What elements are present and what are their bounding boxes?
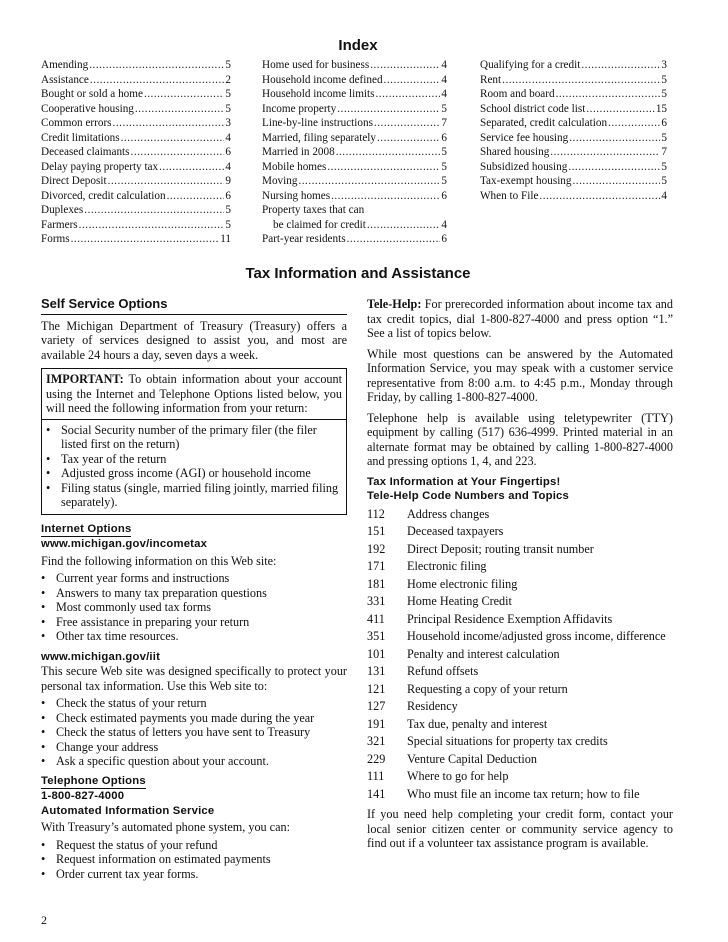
index-entry-page: 4 <box>225 160 231 173</box>
index-leader-dots <box>121 131 225 146</box>
list-item: • Request the status of your refund <box>41 838 347 853</box>
code-topic: Home electronic filing <box>407 576 518 591</box>
list-item: • Order current tax year forms. <box>41 867 347 882</box>
index-entry <box>262 145 447 160</box>
code-topic: Principal Residence Exemption Affidavits <box>407 611 613 626</box>
index-column-2 <box>262 58 447 247</box>
index-entry-page: 5 <box>661 175 667 187</box>
index-entry <box>41 131 231 146</box>
code-number: 151 <box>367 524 386 538</box>
code-number: 191 <box>367 716 386 731</box>
index-leader-dots <box>374 116 440 131</box>
internet-url-link[interactable]: www.michigan.gov/incometax <box>41 538 208 550</box>
index-entry <box>480 116 667 131</box>
index-entry-label: Nursing homes <box>262 189 331 202</box>
index-entry-page: 5 <box>441 146 447 158</box>
index-entry-label: Household income limits <box>262 88 375 100</box>
index-entry <box>480 174 667 189</box>
list-item: • Check the status of your return <box>41 696 347 711</box>
code-topic: Residency <box>407 699 458 713</box>
code-topic: Refund offsets <box>407 664 479 678</box>
index-entry <box>262 203 447 218</box>
index-entry-label: Subsidized housing <box>480 160 568 173</box>
index-entry-page: 5 <box>225 102 231 115</box>
index-entry-label: Income property <box>262 102 337 115</box>
index-leader-dots <box>131 145 225 160</box>
index-entry-label: Line-by-line instructions <box>262 117 373 129</box>
index-entry-label: Amending <box>41 59 89 71</box>
index-entry <box>480 131 667 146</box>
index-entry <box>262 58 447 73</box>
iit-url-link[interactable]: www.michigan.gov/iit <box>41 650 161 663</box>
index-entry-page: 4 <box>441 59 447 71</box>
automated-service-heading: Automated Information Service <box>41 804 215 817</box>
index-leader-dots <box>89 58 224 73</box>
index-entry-label: School district code list <box>480 102 586 115</box>
code-topic: Who must file an income tax return; how to file <box>407 786 640 801</box>
index-entry-page: 2 <box>225 73 231 86</box>
index-entry <box>41 145 231 160</box>
index-leader-dots <box>573 174 661 189</box>
index-leader-dots <box>581 58 660 73</box>
index-leader-dots <box>384 73 441 88</box>
code-topic: Where to go for help <box>407 769 509 783</box>
index-entry-label: Assistance <box>41 73 89 86</box>
index-entry-label: Cooperative housing <box>41 102 134 115</box>
index-leader-dots <box>108 174 225 189</box>
index-entry-label: Direct Deposit <box>41 175 107 187</box>
index-entry-label: Room and board <box>480 88 555 100</box>
list-item: • Filing status (single, married filing jointly, married filing separately). <box>46 481 342 510</box>
index-entry-page: 6 <box>225 146 231 158</box>
code-topic: Address changes <box>407 506 490 521</box>
index-leader-dots <box>550 145 660 160</box>
index-entry-page: 5 <box>441 160 447 173</box>
index-leader-dots <box>376 87 441 102</box>
code-number: 351 <box>367 629 386 643</box>
code-number: 181 <box>367 576 386 591</box>
index-entry-label: Rent <box>480 73 502 86</box>
index-leader-dots <box>167 189 225 204</box>
index-entry <box>41 189 231 204</box>
index-entry-label: Bought or sold a home <box>41 88 143 100</box>
index-leader-dots <box>298 174 440 189</box>
index-entry-page: 5 <box>661 73 667 86</box>
index-entry-label: Divorced, credit calculation <box>41 189 166 202</box>
code-number: 411 <box>367 611 385 626</box>
index-entry-label: Married, filing separately <box>262 131 377 144</box>
automated-intro: With Treasury’s automated phone system, you can: <box>41 820 290 834</box>
index-entry <box>41 203 231 218</box>
index-entry <box>480 102 667 117</box>
index-entry-page: 11 <box>220 233 231 245</box>
index-leader-dots <box>327 160 440 175</box>
index-entry-page: 6 <box>441 233 447 245</box>
index-column-1 <box>41 58 231 247</box>
list-item: • Check the status of letters you have sent to Treasury <box>41 725 347 740</box>
index-leader-dots <box>71 232 220 247</box>
code-topic: Tax due, penalty and interest <box>407 716 548 731</box>
list-item: • Request information on estimated payments <box>41 852 347 867</box>
list-item: • Free assistance in preparing your return <box>41 615 347 630</box>
index-entry-label: Moving <box>262 175 298 187</box>
index-entry-label: Separated, credit calculation <box>480 117 608 129</box>
index-entry-label: Common errors <box>41 117 112 129</box>
code-number: 111 <box>367 769 385 783</box>
list-item: • Ask a specific question about your account. <box>41 754 347 769</box>
index-leader-dots <box>135 102 225 117</box>
index-entry <box>480 189 667 204</box>
list-item: • Answers to many tax preparation questions <box>41 586 347 601</box>
index-entry <box>262 87 447 102</box>
list-item: • Social Security number of the primary filer (the filer listed first on the return) <box>46 423 342 452</box>
index-entry <box>262 232 447 247</box>
index-entry-label: Part-year residents <box>262 233 346 245</box>
telehelp-paragraph <box>367 297 673 341</box>
code-number: 121 <box>367 681 386 696</box>
list-item: • Tax year of the return <box>46 452 342 467</box>
telephone-number: 1-800-827-4000 <box>41 790 125 802</box>
index-leader-dots <box>347 232 441 247</box>
index-entry-label: Deceased claimants <box>41 146 130 158</box>
code-topic: Household income/adjusted gross income, difference <box>407 629 666 643</box>
index-entry-page: 7 <box>661 146 667 158</box>
index-entry <box>262 160 447 175</box>
self-service-heading: Self Service Options <box>41 297 347 315</box>
index-entry-label: Forms <box>41 233 70 245</box>
list-item: • Most commonly used tax forms <box>41 600 347 615</box>
index-entry-label: Duplexes <box>41 204 84 216</box>
list-item: • Change your address <box>41 740 347 755</box>
index-leader-dots <box>569 131 660 146</box>
index-entry-page: 3 <box>225 117 231 129</box>
self-service-intro: The Michigan Department of Treasury (Treasury) offers a variety of services designed to assist you, and most are available 24 hours a day, seven days a week. <box>41 318 347 362</box>
index-entry-page: 4 <box>441 73 447 86</box>
index-entry-label: Shared housing <box>480 146 550 158</box>
index-entry-page: 7 <box>441 117 447 129</box>
telephone-options-heading: Telephone Options <box>41 774 146 790</box>
important-list <box>46 423 342 510</box>
code-topic: Home Heating Credit <box>407 594 512 608</box>
index-leader-dots <box>79 218 225 233</box>
index-leader-dots <box>568 160 660 175</box>
codes-heading: Tele-Help Code Numbers and Topics <box>367 490 570 502</box>
index-entry-label: Tax-exempt housing <box>480 175 572 187</box>
list-item: • Current year forms and instructions <box>41 571 347 586</box>
index-entry <box>41 116 231 131</box>
code-number: 171 <box>367 559 386 573</box>
index-entry <box>41 87 231 102</box>
index-leader-dots <box>608 116 660 131</box>
code-number: 127 <box>367 699 386 713</box>
index-entry-page: 5 <box>661 160 667 173</box>
internet-options-heading: Internet Options <box>41 522 131 538</box>
index-leader-dots <box>331 189 440 204</box>
code-topic: Requesting a copy of your return <box>407 681 568 696</box>
index-entry <box>41 160 231 175</box>
index-entry-label: Property taxes that can <box>262 204 365 216</box>
code-number: 101 <box>367 646 386 661</box>
index-leader-dots <box>84 203 224 218</box>
index-entry <box>262 116 447 131</box>
index-leader-dots <box>336 145 441 160</box>
index-entry <box>480 73 667 88</box>
index-entry-page: 4 <box>661 189 667 202</box>
index-entry-page: 9 <box>225 175 231 187</box>
index-entry <box>262 102 447 117</box>
index-leader-dots <box>144 87 224 102</box>
important-paragraph <box>46 372 342 416</box>
index-entry-page: 5 <box>225 59 231 71</box>
important-text: To obtain information about your account using the Internet and Telephone Options listed below, you will need the following information from your return: <box>46 372 342 415</box>
index-entry <box>262 174 447 189</box>
code-topic: Penalty and interest calculation <box>407 646 560 661</box>
index-leader-dots <box>556 87 661 102</box>
index-entry-page: 6 <box>661 117 667 129</box>
index-entry <box>262 218 447 233</box>
automated-list <box>41 838 347 882</box>
index-entry <box>41 102 231 117</box>
code-number: 331 <box>367 594 386 608</box>
index-leader-dots <box>90 73 225 88</box>
code-topic: Direct Deposit; routing transit number <box>407 541 594 556</box>
code-topic: Electronic filing <box>407 559 487 573</box>
index-entry <box>41 58 231 73</box>
index-entry-page: 5 <box>225 88 231 100</box>
index-leader-dots <box>113 116 225 131</box>
index-entry-label: be claimed for credit <box>273 218 366 231</box>
index-entry-page: 6 <box>225 189 231 202</box>
index-entry-label: Qualifying for a credit <box>480 59 581 71</box>
list-item: • Other tax time resources. <box>41 629 347 644</box>
index-column-3 <box>480 58 667 203</box>
list-item: • Adjusted gross income (AGI) or household income <box>46 466 342 481</box>
index-entry-page: 3 <box>661 59 667 71</box>
index-entry-page: 6 <box>441 189 447 202</box>
index-entry <box>480 145 667 160</box>
important-label: IMPORTANT: <box>46 372 124 386</box>
index-leader-dots <box>367 218 441 233</box>
index-entry-page: 5 <box>225 204 231 216</box>
index-entry-page: 5 <box>225 218 231 231</box>
index-entry <box>41 232 231 247</box>
right-column <box>367 297 673 851</box>
important-box <box>41 368 347 515</box>
code-number: 112 <box>367 506 385 521</box>
index-entry <box>41 174 231 189</box>
important-divider <box>42 419 346 420</box>
index-title: Index <box>338 37 378 54</box>
index-leader-dots <box>377 131 440 146</box>
list-item: • Check estimated payments you made during the year <box>41 711 347 726</box>
index-entry-label: Home used for business <box>262 59 370 71</box>
index-leader-dots <box>586 102 654 117</box>
code-number: 131 <box>367 664 386 678</box>
index-entry-page: 5 <box>661 131 667 144</box>
iit-intro: This secure Web site was designed specifically to protect your personal tax information. Use this Web site to: <box>41 664 347 693</box>
internet-list <box>41 571 347 644</box>
index-leader-dots <box>370 58 440 73</box>
index-leader-dots <box>502 73 660 88</box>
index-entry-label: Farmers <box>41 218 78 231</box>
index-entry <box>480 58 667 73</box>
index-entry <box>262 189 447 204</box>
index-entry-page: 5 <box>441 175 447 187</box>
automated-paragraph: While most questions can be answered by the Automated Information Service, you may speak with a customer service representative from 8:00 a.m. to 4:45 p.m., Monday through Friday, by calling 1-800-827-4000. <box>367 346 673 404</box>
index-entry <box>41 218 231 233</box>
index-entry <box>262 73 447 88</box>
code-topic: Venture Capital Deduction <box>407 751 537 766</box>
code-number: 192 <box>367 541 386 556</box>
index-entry-label: Mobile homes <box>262 160 327 173</box>
telehelp-label: Tele-Help: <box>367 297 422 311</box>
index-entry-label: Delay paying property tax <box>41 160 159 173</box>
section-title: Tax Information and Assistance <box>245 265 471 282</box>
code-topic: Deceased taxpayers <box>407 524 504 538</box>
code-number: 229 <box>367 751 386 766</box>
index-entry-page: 15 <box>655 102 667 115</box>
index-entry-label: Service fee housing <box>480 131 569 144</box>
index-leader-dots <box>337 102 440 117</box>
index-entry-page: 4 <box>225 131 231 144</box>
left-column <box>41 297 347 881</box>
index-entry-page: 5 <box>661 88 667 100</box>
index-leader-dots <box>539 189 660 204</box>
code-number: 321 <box>367 734 386 748</box>
index-entry <box>480 160 667 175</box>
index-entry-label: Credit limitations <box>41 131 120 144</box>
index-entry <box>41 73 231 88</box>
index-entry-page: 4 <box>441 88 447 100</box>
index-entry-label: When to File <box>480 189 539 202</box>
iit-list <box>41 696 347 769</box>
page-number: 2 <box>41 913 47 927</box>
code-number: 141 <box>367 786 386 801</box>
telehelp-codes-table <box>367 507 673 802</box>
index-entry-label: Household income defined <box>262 73 383 86</box>
code-topic: Special situations for property tax credits <box>407 734 608 748</box>
closing-paragraph: If you need help completing your credit form, contact your local senior citizen center or community service agency to find out if a volunteer tax assistance program is available. <box>367 807 673 850</box>
fingertips-heading: Tax Information at Your Fingertips! <box>367 475 561 488</box>
index-leader-dots <box>159 160 224 175</box>
internet-intro: Find the following information on this Web site: <box>41 553 277 568</box>
index-entry <box>262 131 447 146</box>
telehelp-text: For prerecorded information about income tax and tax credit topics, dial 1-800-827-4000 and press option “1.” See a list of topics below. <box>367 297 673 340</box>
tty-paragraph: Telephone help is available using teletypewriter (TTY) equipment by calling (517) 636-4999. Printed material in an alternate format may be obtained by calling 1-800-827-4000 and pressing options 1, 4, and 223. <box>367 410 673 468</box>
index-entry-page: 5 <box>441 102 447 115</box>
index-entry-page: 6 <box>441 131 447 144</box>
index-entry-page: 4 <box>441 218 447 231</box>
index-entry <box>480 87 667 102</box>
index-entry-label: Married in 2008 <box>262 146 335 158</box>
